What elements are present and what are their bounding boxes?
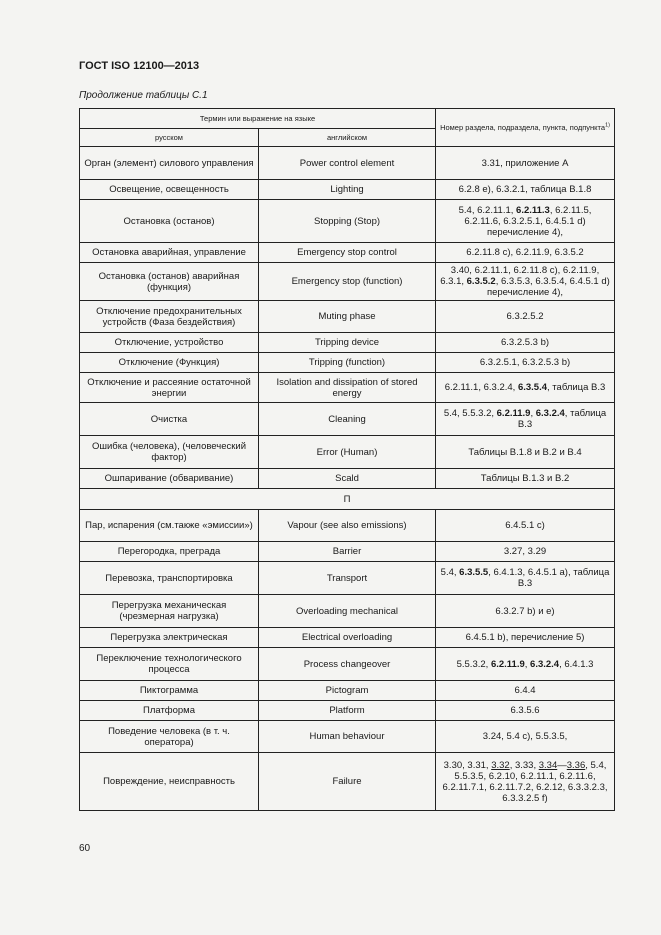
term-english: Tripping device (259, 333, 436, 353)
term-russian: Ошпаривание (обваривание) (80, 469, 259, 489)
table-row (80, 353, 615, 373)
term-russian: Перегородка, преграда (80, 542, 259, 562)
term-english: Cleaning (259, 403, 436, 436)
reference-segment: 6.3.2.5.1, 6.3.2.5.3 b) (479, 357, 571, 368)
reference-segment: 6.3.5.2 (466, 276, 496, 287)
reference-segment: 3.30, 3.31, (443, 759, 492, 771)
section-reference (436, 200, 615, 243)
term-russian: Отключение, устройство (80, 333, 259, 353)
section-reference (436, 681, 615, 701)
table-row (80, 628, 615, 648)
term-english: Tripping (function) (259, 353, 436, 373)
section-row (80, 489, 615, 510)
section-reference (436, 595, 615, 628)
terms-table (79, 108, 615, 811)
reference-segment: , таблица В.3 (517, 408, 607, 430)
table-row (80, 200, 615, 243)
reference-segment: , 5.4, 5.5.3.5, 6.2.10, 6.2.11.1, 6.2.11.6, 6.2.11.7.1, 6.2.11.7.2, 6.2.12, 6.3.3.2.3, 6.3.3.2.5 f) (442, 759, 608, 804)
table-row (80, 180, 615, 200)
table-row (80, 469, 615, 489)
terms-table-body (80, 109, 615, 811)
reference-segment: 6.3.5.4 (517, 382, 548, 393)
term-english: Vapour (see also emissions) (259, 510, 436, 542)
reference-segment: Таблицы В.1.8 и В.2 и В.4 (468, 446, 582, 458)
section-reference (436, 180, 615, 200)
term-english: Failure (259, 753, 436, 811)
reference-segment: Таблицы В.1.3 и В.2 (480, 473, 570, 484)
section-reference (436, 436, 615, 469)
table-row (80, 701, 615, 721)
reference-segment: 3.34 (538, 759, 558, 771)
table-row (80, 721, 615, 753)
reference-segment: 6.2.11.3 (516, 204, 550, 216)
page-number: 60 (79, 843, 91, 854)
table-caption: Продолжение таблицы С.1 (79, 90, 208, 101)
term-english: Barrier (259, 542, 436, 562)
reference-segment: 6.2.11.1, 6.3.2.4, (444, 382, 518, 393)
section-reference (436, 373, 615, 403)
term-russian: Перегрузка механическая (чрезмерная нагрузка) (80, 595, 259, 628)
table-row (80, 648, 615, 681)
reference-segment: 6.3.5.5 (459, 567, 489, 578)
term-english: Platform (259, 701, 436, 721)
term-english: Pictogram (259, 681, 436, 701)
section-reference (436, 469, 615, 489)
term-russian: Повреждение, неисправность (80, 753, 259, 811)
reference-segment: 6.4.5.1 с) (505, 520, 545, 531)
section-reference (436, 753, 615, 811)
table-header-row (80, 109, 615, 129)
reference-segment: 6.2.8 е), 6.3.2.1, таблица В.1.8 (458, 184, 592, 195)
table-row (80, 243, 615, 263)
term-english: Overloading mechanical (259, 595, 436, 628)
term-english: Power control element (259, 147, 436, 180)
section-reference (436, 562, 615, 595)
term-english: Electrical overloading (259, 628, 436, 648)
reference-segment: , 6.3.5.3, 6.3.5.4, 6.4.5.1 d) перечисление 4), (486, 276, 610, 298)
term-russian: Остановка (останов) (80, 200, 259, 243)
reference-segment: 5.4, 5.5.3.2, (443, 408, 497, 419)
table-row (80, 436, 615, 469)
term-english: Process changeover (259, 648, 436, 681)
table-row (80, 301, 615, 333)
section-reference (436, 263, 615, 301)
section-reference (436, 721, 615, 753)
term-english: Scald (259, 469, 436, 489)
section-reference (436, 701, 615, 721)
term-english: Error (Human) (259, 436, 436, 469)
term-english: Human behaviour (259, 721, 436, 753)
term-russian: Ошибка (человека), (человеческий фактор) (80, 436, 259, 469)
section-reference (436, 243, 615, 263)
reference-segment: 6.4.5.1 b), перечисление 5) (465, 632, 585, 643)
reference-segment: 6.3.2.7 b) и е) (495, 605, 555, 617)
header-english: английском (259, 129, 436, 147)
term-english: Transport (259, 562, 436, 595)
reference-segment: , (524, 658, 531, 670)
term-english: Emergency stop (function) (259, 263, 436, 301)
table-row (80, 263, 615, 301)
reference-segment: 6.2.11.9 (496, 408, 531, 419)
reference-segment: 6.4.4 (514, 685, 536, 696)
term-russian: Переключение технологического процесса (80, 648, 259, 681)
term-russian: Перегрузка электрическая (80, 628, 259, 648)
reference-segment: 3.24, 5.4 с), 5.5.3.5, (482, 731, 568, 742)
table-row (80, 562, 615, 595)
header-term-group: Термин или выражение на языке (80, 109, 436, 129)
term-english: Isolation and dissipation of stored energy (259, 373, 436, 403)
section-reference (436, 628, 615, 648)
reference-segment: 6.3.5.6 (510, 705, 540, 716)
term-russian: Очистка (80, 403, 259, 436)
reference-segment: , (530, 408, 536, 419)
reference-segment: , 6.4.1.3 (559, 658, 594, 670)
term-russian: Перевозка, транспортировка (80, 562, 259, 595)
section-reference (436, 147, 615, 180)
section-reference (436, 542, 615, 562)
term-english: Lighting (259, 180, 436, 200)
section-reference (436, 353, 615, 373)
section-reference (436, 648, 615, 681)
header-russian: русском (80, 129, 259, 147)
term-russian: Освещение, освещенность (80, 180, 259, 200)
term-russian: Остановка аварийная, управление (80, 243, 259, 263)
table-row (80, 542, 615, 562)
term-english: Emergency stop control (259, 243, 436, 263)
reference-segment: — (557, 759, 567, 771)
header-reference-cell (436, 109, 615, 147)
term-english: Muting phase (259, 301, 436, 333)
section-reference (436, 333, 615, 353)
table-row (80, 147, 615, 180)
reference-segment: 6.3.2.5.3 b) (500, 337, 550, 348)
table-row (80, 681, 615, 701)
section-reference (436, 301, 615, 333)
reference-segment: 6.3.2.5.2 (506, 311, 544, 322)
reference-segment: 6.3.2.4 (530, 658, 560, 670)
reference-segment: 6.3.2.4 (535, 408, 565, 419)
reference-segment: , 6.2.11.5, 6.2.11.6, 6.3.2.5.1, 6.4.5.1 d) перечисление 4), (464, 204, 592, 238)
header-reference-footnote: 1) (605, 122, 610, 129)
header-reference: Номер раздела, подраздела, пункта, подпункта (440, 123, 606, 132)
table-row (80, 333, 615, 353)
term-russian: Поведение человека (в т. ч. оператора) (80, 721, 259, 753)
reference-segment: 3.27, 3.29 (503, 546, 547, 557)
term-russian: Отключение предохранительных устройств (Фаза бездействия) (80, 301, 259, 333)
term-russian: Пар, испарения (см.также «эмиссии») (80, 510, 259, 542)
reference-segment: 3.32 (491, 759, 510, 771)
term-russian: Отключение и рассеяние остаточной энергии (80, 373, 259, 403)
term-russian: Платформа (80, 701, 259, 721)
reference-segment: , 6.4.1.3, 6.4.5.1 а), таблица В.3 (488, 567, 610, 589)
table-row (80, 373, 615, 403)
section-reference (436, 403, 615, 436)
term-english: Stopping (Stop) (259, 200, 436, 243)
reference-segment: 3.40, 6.2.11.1, 6.2.11.8 с), 6.2.11.9, 6.3.1, (440, 265, 600, 287)
document-header: ГОСТ ISO 12100—2013 (79, 60, 200, 72)
section-reference (436, 510, 615, 542)
reference-segment: 5.4, 6.2.11.1, (458, 204, 517, 216)
term-russian: Пиктограмма (80, 681, 259, 701)
reference-segment: , таблица В.3 (547, 382, 606, 393)
table-row (80, 510, 615, 542)
reference-segment: 5.5.3.2, (456, 658, 491, 670)
reference-segment: 6.2.11.9 (490, 658, 525, 670)
reference-segment: , 3.33, (509, 759, 539, 771)
section-letter: П (80, 489, 615, 510)
table-row (80, 753, 615, 811)
reference-segment: 3.31, приложение А (481, 157, 569, 169)
term-russian: Отключение (Функция) (80, 353, 259, 373)
table-row (80, 595, 615, 628)
reference-segment: 6.2.11.8 с), 6.2.11.9, 6.3.5.2 (466, 247, 584, 258)
term-russian: Остановка (останов) аварийная (функция) (80, 263, 259, 301)
reference-segment: 5.4, (440, 567, 460, 578)
term-russian: Орган (элемент) силового управления (80, 147, 259, 180)
reference-segment: 3.36 (566, 759, 586, 771)
table-row (80, 403, 615, 436)
